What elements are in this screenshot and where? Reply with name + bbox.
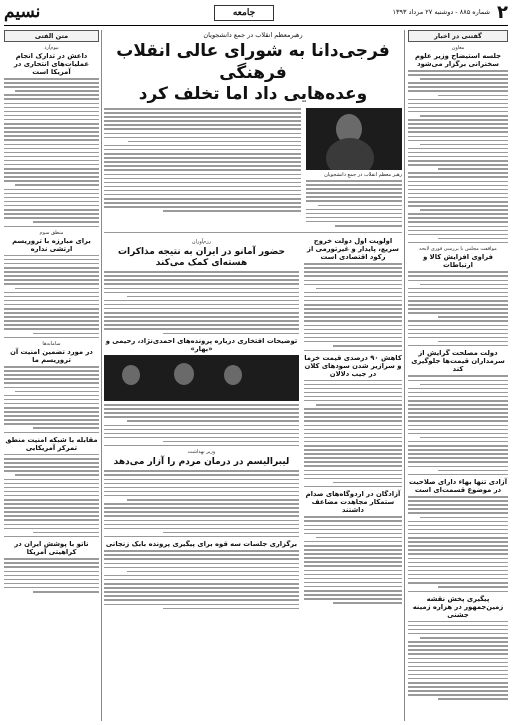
item-headline: پیگیری پخش نقشه زمین‌جمهور در هزاره زمینه جشنی — [412, 594, 504, 619]
header-rule — [4, 25, 508, 26]
divider — [408, 242, 508, 243]
divider — [104, 536, 299, 537]
item-headline: فراوی افزایش کالا و ارتباطات — [423, 253, 493, 270]
divider — [408, 345, 508, 346]
story-headline: توضیحات افتخاری درباره پرونده‌های احمدی‌نژاد، رحیمی و «بهار» — [105, 337, 298, 354]
item-headline: برای مبارزه با تروریسم ارتشی نداره — [12, 236, 91, 253]
photo-caption: رهبر معظم انقلاب در جمع دانشجویان — [324, 172, 402, 178]
body-text — [304, 516, 402, 603]
story-headline: حضور آمانو در ایران به نتیجه مذاکرات هسته‌ای کمک می‌کند — [118, 247, 285, 269]
page-header — [4, 2, 508, 24]
issue-info: شماره ۸۸۵ - دوشنبه ۲۷ مرداد ۱۳۹۳ — [392, 8, 490, 16]
story-b — [104, 236, 299, 612]
story-headline: لیبرالیسم در درمان مردم را آزار می‌دهد — [113, 457, 290, 468]
page-number: ۲ — [497, 2, 508, 23]
main-kicker: رهبرمعظم انقلاب در جمع دانشجویان — [203, 31, 303, 39]
left-column — [4, 30, 99, 721]
body-text — [104, 470, 299, 533]
body-text — [408, 621, 508, 700]
body-text — [104, 271, 299, 334]
story-kicker: وزیر بهداشت — [187, 449, 216, 456]
lead-story — [104, 108, 402, 229]
item-headline: مقابله با شبکه امنیت منطق تمرکز آمریکایی — [5, 435, 98, 452]
story-headline: کاهش ۹۰ درصدی قیمت خرما و سرازیر شدن سودهای کلان در جیب دلالان — [304, 353, 402, 378]
divider — [4, 536, 99, 537]
body-text — [408, 375, 508, 471]
divider — [4, 337, 99, 338]
item-headline: جلسه استیضاح وزیر علوم سخنرانی برگزار می‌شود — [414, 52, 502, 68]
column-divider — [101, 30, 102, 721]
body-text — [304, 263, 402, 346]
body-text — [4, 366, 99, 429]
newspaper-logo: نسیم — [4, 2, 41, 22]
body-text — [408, 70, 508, 239]
divider — [304, 486, 402, 487]
secondary-stories — [104, 236, 402, 612]
body-text — [408, 271, 508, 342]
divider — [104, 445, 299, 446]
item-kicker: منطق سوم — [39, 229, 64, 236]
divider — [408, 474, 508, 475]
right-box-title: گفتنی در اخبار — [408, 30, 508, 42]
main-title-line1: فرجی‌دانا به شورای عالی انقلاب فرهنگی — [116, 41, 390, 83]
body-text — [306, 180, 402, 227]
lead-photo — [306, 108, 402, 170]
lead-text — [104, 108, 301, 229]
section-label: جامعه — [214, 5, 274, 21]
body-text — [104, 108, 301, 212]
divider — [104, 232, 402, 233]
body-text — [4, 255, 99, 334]
body-text — [104, 404, 299, 442]
body-text — [4, 558, 99, 592]
left-box-title: متن الفتی — [4, 30, 99, 42]
column-divider — [404, 30, 405, 721]
item-kicker: مواقفت مجلس با بررسی فوری لایحه — [419, 246, 497, 253]
story-headline: اولویت اول دولت خروج سریع، پایدار و غیرتورمی از رکود اقتصادی است — [307, 237, 399, 262]
divider — [304, 350, 402, 351]
body-text — [4, 78, 99, 223]
item-headline: در مورد تضمین امنیت آن تروریسم ما — [10, 348, 93, 365]
item-kicker: سامانه‌ها — [42, 341, 61, 348]
item-headline: دولت مصلحت گرایش از سرمداران قیمت‌ها جلوگیری کند — [411, 349, 505, 374]
body-text — [104, 550, 299, 609]
body-text — [408, 496, 508, 588]
item-kicker: نیوم‌آرد — [44, 45, 59, 51]
body-text — [4, 454, 99, 533]
item-kicker: معاون — [451, 45, 465, 51]
right-column — [408, 30, 508, 721]
story-headline: برگزاری جلسات سه قوه برای پیگیری پرونده بابک زنجانی — [105, 540, 298, 549]
item-headline: ناتو با پوشش ایران در کراهیتی آمریکا — [14, 540, 89, 557]
divider — [4, 432, 99, 433]
story-photo — [104, 355, 299, 401]
item-headline: داعش در تدارک انجام عملیات‌های انتحاری در آمریکا است — [13, 52, 89, 76]
body-text — [304, 380, 402, 484]
divider — [408, 591, 508, 592]
main-column — [104, 30, 402, 721]
lead-photo-block — [306, 108, 402, 229]
story-kicker: رزم‌آوران — [191, 239, 212, 246]
story-a — [304, 236, 402, 612]
item-headline: آزادی تنها بهاء دارای صلاحیت در موضوع قسمت‌ای است — [408, 478, 508, 495]
divider — [4, 226, 99, 227]
main-title-line2: وعده‌هایی داد اما تخلف کرد — [138, 84, 368, 104]
story-headline: آزادگان در اردوگاه‌های صدام ستمکار مجاهدت مضاعف داشتند — [305, 490, 401, 515]
